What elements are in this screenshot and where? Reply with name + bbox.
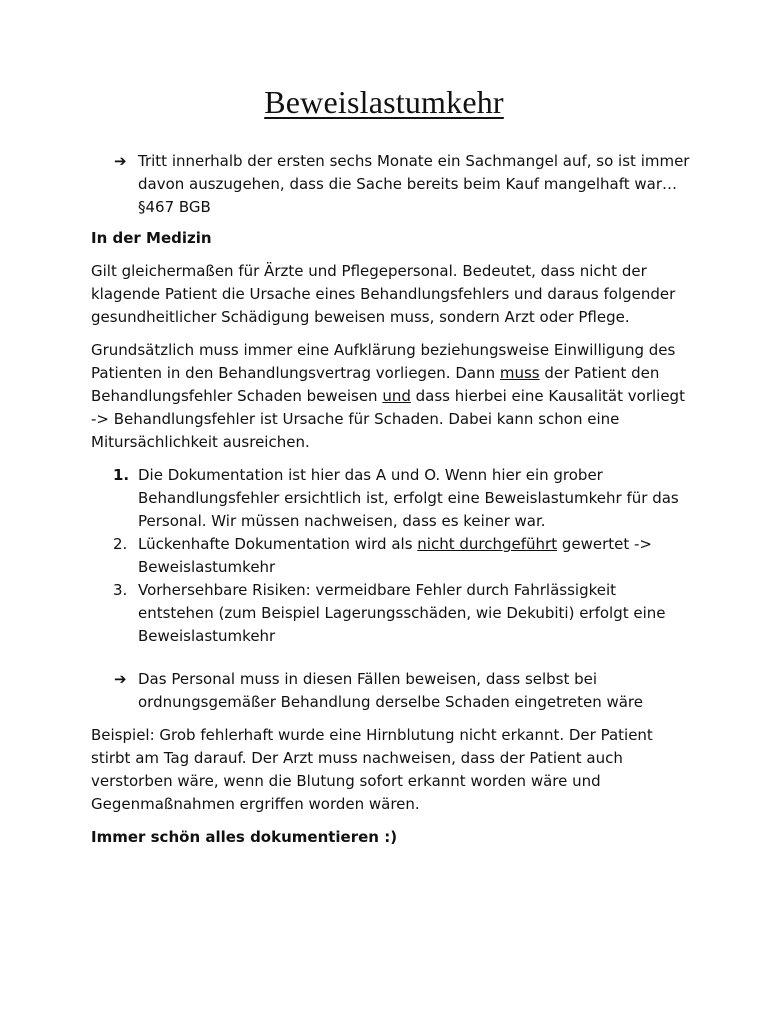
list-item-text: [138, 533, 691, 579]
underlined-word: und: [382, 387, 411, 405]
bullet-text: Das Personal muss in diesen Fällen beweisen, dass selbst bei ordnungsgemäßer Behandlung derselbe Schaden eingetreten wäre: [138, 670, 643, 711]
example-paragraph: Beispiel: Grob fehlerhaft wurde eine Hirnblutung nicht erkannt. Der Patient stirbt am Tag darauf. Der Arzt muss nachweisen, dass der Patient auch verstorben wäre, wenn die Blutung sofort erkannt worden wäre und Gegenmaßnahmen ergriffen worden wären.: [91, 726, 653, 813]
list-item: [91, 533, 691, 579]
list-number: 3.: [113, 581, 128, 599]
document-body: [91, 150, 691, 849]
underlined-word: nicht durchgeführt: [417, 535, 558, 553]
list-number: 1.: [113, 466, 130, 484]
paragraph-text: der Patient den Behandlungsfehler Schaden beweisen: [91, 364, 660, 405]
numbered-list: [91, 464, 691, 648]
paragraph-text: dass hierbei eine Kausalität vorliegt -> Behandlungsfehler ist Ursache für Schaden. Dabei kann schon eine Mitursächlichkeit ausreichen.: [91, 387, 685, 451]
arrow-right-icon: ➔: [114, 670, 127, 688]
arrow-bullet-item: [91, 668, 691, 714]
list-item-text: Vorhersehbare Risiken: vermeidbare Fehler durch Fahrlässigkeit entstehen (zum Beispiel Lagerungsschäden, wie Dekubiti) erfolgt eine Beweislastumkehr: [138, 581, 666, 645]
section-heading: In der Medizin: [91, 229, 212, 247]
paragraph-text: Grundsätzlich muss immer eine Aufklärung beziehungsweise Einwilligung des Patienten in den Behandlungsvertrag vorliegen. Dann: [91, 341, 676, 382]
paragraph: [91, 339, 691, 454]
list-number: 2.: [113, 535, 128, 553]
list-item-text: Die Dokumentation ist hier das A und O. Wenn hier ein grober Behandlungsfehler ersichtlich ist, erfolgt eine Beweislastumkehr für das Personal. Wir müssen nachweisen, dass es keiner war.: [138, 466, 679, 530]
page-title: Beweislastumkehr: [264, 84, 504, 120]
underlined-word: muss: [499, 364, 540, 382]
arrow-right-icon: ➔: [114, 152, 127, 170]
list-item: [91, 464, 691, 533]
closing-line: Immer schön alles dokumentieren :): [91, 828, 398, 846]
list-item: [91, 579, 691, 648]
paragraph: Gilt gleichermaßen für Ärzte und Pflegepersonal. Bedeutet, dass nicht der klagende Patient die Ursache eines Behandlungsfehlers und daraus folgender gesundheitlicher Schädigung beweisen muss, sondern Arzt oder Pflege.: [91, 262, 676, 326]
list-item-text-part: Lückenhafte Dokumentation wird als: [138, 535, 418, 553]
arrow-bullet-item: [91, 150, 691, 219]
list-item-text-part: gewertet -> Beweislastumkehr: [138, 535, 652, 576]
bullet-text: Tritt innerhalb der ersten sechs Monate ein Sachmangel auf, so ist immer davon auszugehen, dass die Sache bereits beim Kauf mangelhaft war… §467 BGB: [138, 152, 690, 216]
